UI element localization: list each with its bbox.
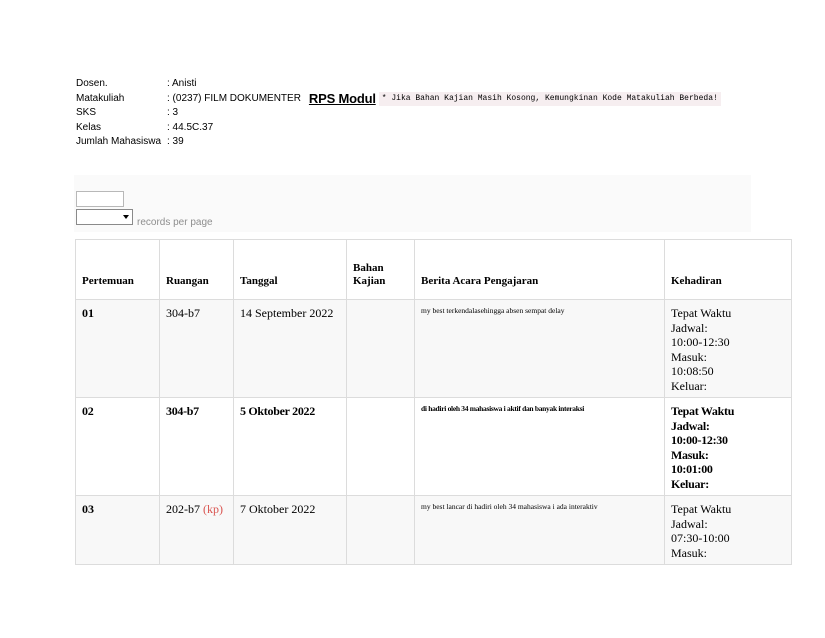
column-header-tanggal[interactable]: Tanggal — [234, 240, 347, 300]
kehadiran-masuk-value: 10:01:00 — [671, 462, 713, 476]
kehadiran-masuk-label: Masuk: — [671, 447, 709, 462]
kp-badge: (kp) — [203, 502, 223, 516]
ruangan-text: 202-b7 — [166, 502, 200, 516]
kehadiran-jadwal-value: 10:00-12:30 — [671, 433, 728, 447]
cell-pertemuan: 02 — [76, 398, 160, 496]
info-value: : Anisti — [167, 78, 197, 89]
cell-kehadiran — [665, 496, 792, 565]
table-header-row — [76, 240, 792, 300]
info-row-jumlah-mahasiswa — [76, 135, 721, 150]
kehadiran-masuk-value: 10:08:50 — [671, 364, 714, 378]
rps-modul-link[interactable]: RPS Modul — [308, 90, 376, 106]
kehadiran-masuk-label: Masuk: — [671, 545, 707, 560]
info-row-sks — [76, 106, 721, 121]
kehadiran-jadwal-label: Jadwal: — [671, 418, 710, 433]
info-label: Jumlah Mahasiswa — [76, 136, 162, 148]
cell-ruangan — [160, 496, 234, 565]
table-row — [76, 496, 792, 565]
info-value: : 3 — [167, 107, 179, 119]
cell-pertemuan: 01 — [76, 300, 160, 398]
info-value: : (0237) FILM DOKUMENTER — [167, 92, 301, 104]
column-header-pertemuan[interactable]: Pertemuan — [76, 240, 160, 300]
kehadiran-keluar-label: Keluar: — [671, 378, 707, 393]
kehadiran-jadwal-label: Jadwal: — [671, 320, 708, 335]
cell-kehadiran — [665, 300, 792, 398]
course-info — [76, 77, 721, 150]
table-row — [76, 300, 792, 398]
table-controls — [74, 175, 751, 232]
cell-tanggal: 7 Oktober 2022 — [234, 496, 347, 565]
cell-pertemuan: 03 — [76, 496, 160, 565]
cell-ruangan — [160, 300, 234, 398]
column-header-ruangan[interactable]: Ruangan — [160, 240, 234, 300]
kehadiran-jadwal-label: Jadwal: — [671, 516, 708, 531]
kehadiran-status: Tepat Waktu — [671, 502, 732, 516]
cell-ruangan — [160, 398, 234, 496]
info-label: SKS — [76, 107, 97, 119]
info-label: Matakuliah — [76, 92, 125, 104]
cell-berita-acara: my best lancar di hadiri oleh 34 mahasiswa i ada interaktiv — [415, 496, 665, 565]
info-value: : 39 — [167, 136, 184, 148]
column-header-kehadiran[interactable]: Kehadiran — [665, 240, 792, 300]
kehadiran-keluar-label: Keluar: — [671, 476, 709, 491]
info-label: Dosen. — [76, 78, 108, 89]
cell-bahan-kajian — [347, 398, 415, 496]
kehadiran-jadwal-value: 07:30-10:00 — [671, 531, 730, 545]
chevron-down-icon — [123, 215, 129, 219]
info-value: : 44.5C.37 — [167, 121, 214, 133]
info-label: Kelas — [76, 121, 102, 133]
info-row-dosen — [76, 77, 721, 92]
cell-kehadiran — [665, 398, 792, 496]
ruangan-text: 304-b7 — [166, 306, 200, 320]
records-per-page-select[interactable] — [76, 209, 133, 225]
table-row — [76, 398, 792, 496]
cell-bahan-kajian — [347, 300, 415, 398]
kode-warning-note: * Jika Bahan Kajian Masih Kosong, Kemungkinan Kode Matakuliah Berbeda! — [379, 92, 721, 107]
cell-tanggal: 14 September 2022 — [234, 300, 347, 398]
cell-berita-acara: my best terkendalasehingga absen sempat delay — [415, 300, 665, 398]
search-input[interactable] — [76, 191, 124, 207]
cell-berita-acara: di hadiri oleh 34 mahasiswa i aktif dan banyak interaksi — [415, 398, 665, 496]
kehadiran-status: Tepat Waktu — [671, 404, 735, 418]
attendance-table — [75, 239, 792, 565]
info-row-matakuliah — [76, 92, 721, 107]
column-header-berita-acara[interactable]: Berita Acara Pengajaran — [415, 240, 665, 300]
cell-bahan-kajian — [347, 496, 415, 565]
kehadiran-status: Tepat Waktu — [671, 306, 732, 320]
cell-tanggal: 5 Oktober 2022 — [234, 398, 347, 496]
records-per-page-label: records per page — [137, 217, 213, 228]
column-header-bahan-kajian[interactable]: Bahan Kajian — [347, 240, 415, 300]
kehadiran-jadwal-value: 10:00-12:30 — [671, 335, 730, 349]
ruangan-text: 304-b7 — [166, 404, 199, 418]
info-row-kelas — [76, 121, 721, 136]
kehadiran-masuk-label: Masuk: — [671, 349, 707, 364]
